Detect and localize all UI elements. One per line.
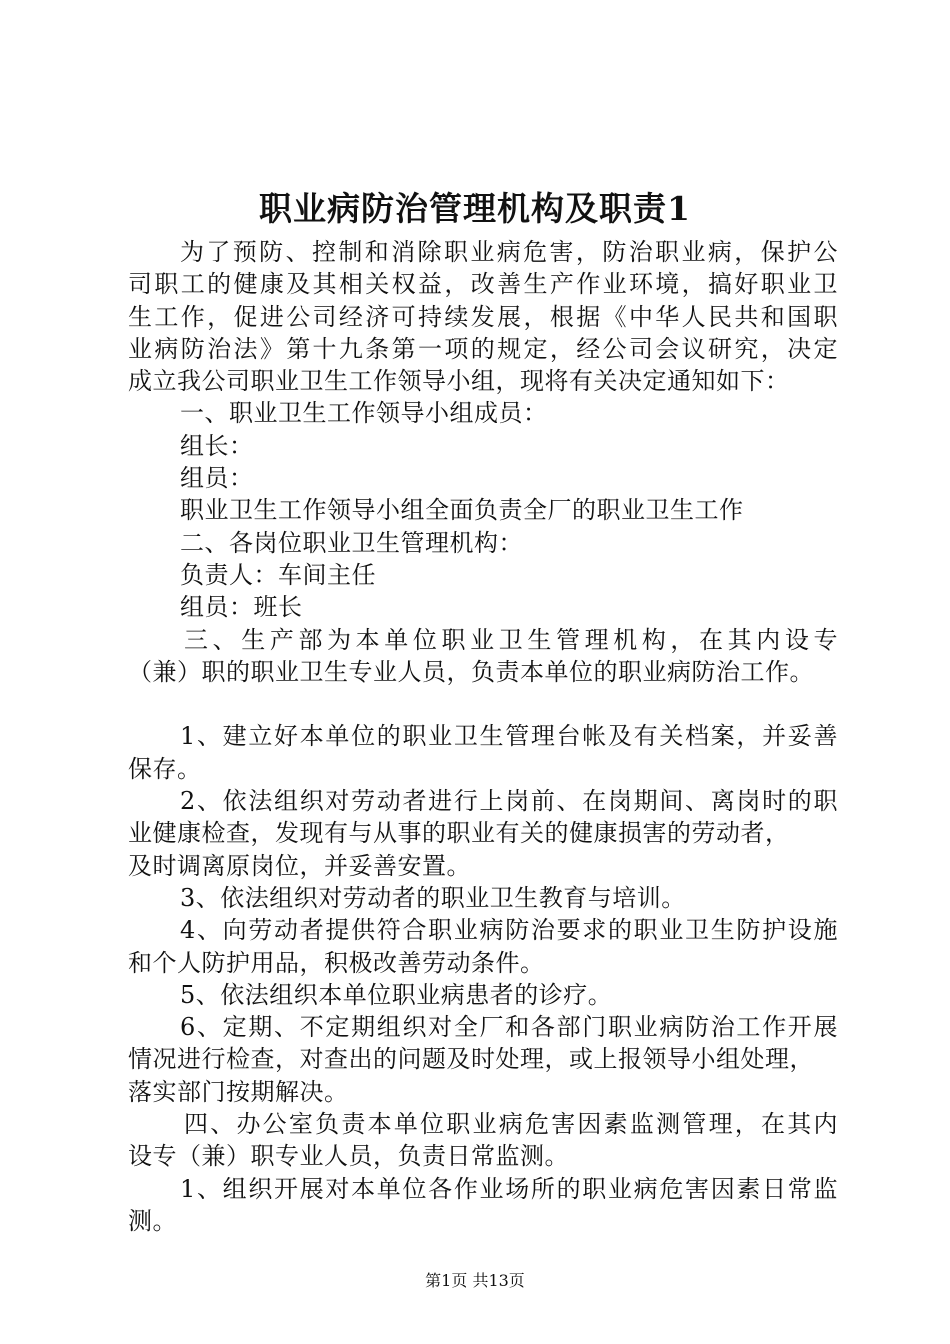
- paragraph-line: 组员：: [180, 464, 254, 493]
- section-heading: 四、办公室负责本单位职业病危害因素监测管理，在其内: [184, 1110, 838, 1139]
- section-heading: 二、各岗位职业卫生管理机构：: [180, 528, 523, 557]
- paragraph-line: 成立我公司职业卫生工作领导小组，现将有关决定通知如下：: [128, 367, 790, 396]
- paragraph-line: 及时调离原岗位，并妥善安置。: [128, 851, 471, 880]
- paragraph-line: 组长：: [180, 431, 254, 460]
- paragraph-line: 组员：班长: [180, 593, 303, 622]
- document-body: [128, 236, 838, 1237]
- paragraph-line: 测。: [128, 1206, 177, 1235]
- paragraph-line: 落实部门按期解决。: [128, 1077, 349, 1106]
- page-footer: 第1页 共13页: [425, 1271, 525, 1290]
- section-heading: 一、职业卫生工作领导小组成员：: [180, 399, 548, 428]
- paragraph-line: 保存。: [128, 754, 202, 783]
- paragraph-line: 司职工的健康及其相关权益，改善生产作业环境，搞好职业卫: [128, 270, 838, 299]
- list-item: 5、依法组织本单位职业病患者的诊疗。: [180, 980, 613, 1009]
- section-heading: 三、生产部为本单位职业卫生管理机构，在其内设专: [184, 625, 838, 654]
- list-item: 3、依法组织对劳动者的职业卫生教育与培训。: [180, 883, 686, 912]
- paragraph-line: 业病防治法》第十九条第一项的规定，经公司会议研究，决定: [128, 334, 838, 363]
- paragraph-line: 业健康检查，发现有与从事的职业有关的健康损害的劳动者，: [128, 819, 790, 848]
- paragraph-line: 为了预防、控制和消除职业病危害，防治职业病，保护公: [180, 238, 838, 266]
- list-item: 6、定期、不定期组织对全厂和各部门职业病防治工作开展: [180, 1013, 838, 1042]
- document-title: 职业病防治管理机构及职责1: [259, 189, 691, 228]
- paragraph-line: 负责人：车间主任: [180, 560, 376, 589]
- paragraph-line: 设专（兼）职专业人员，负责日常监测。: [128, 1142, 569, 1171]
- list-item: 1、组织开展对本单位各作业场所的职业病危害因素日常监: [180, 1174, 838, 1203]
- paragraph-line: 情况进行检查，对查出的问题及时处理，或上报领导小组处理，: [128, 1045, 814, 1074]
- paragraph-line: 生工作，促进公司经济可持续发展，根据《中华人民共和国职: [128, 302, 838, 331]
- paragraph-line: （兼）职的职业卫生专业人员，负责本单位的职业病防治工作。: [128, 657, 814, 686]
- paragraph-line: 和个人防护用品，积极改善劳动条件。: [128, 948, 545, 977]
- paragraph-line: 职业卫生工作领导小组全面负责全厂的职业卫生工作: [180, 496, 744, 525]
- list-item: 1、建立好本单位的职业卫生管理台帐及有关档案，并妥善: [180, 722, 838, 751]
- blank-line: [128, 688, 838, 720]
- list-item: 4、向劳动者提供符合职业病防治要求的职业卫生防护设施: [180, 916, 838, 945]
- list-item: 2、依法组织对劳动者进行上岗前、在岗期间、离岗时的职: [180, 787, 838, 816]
